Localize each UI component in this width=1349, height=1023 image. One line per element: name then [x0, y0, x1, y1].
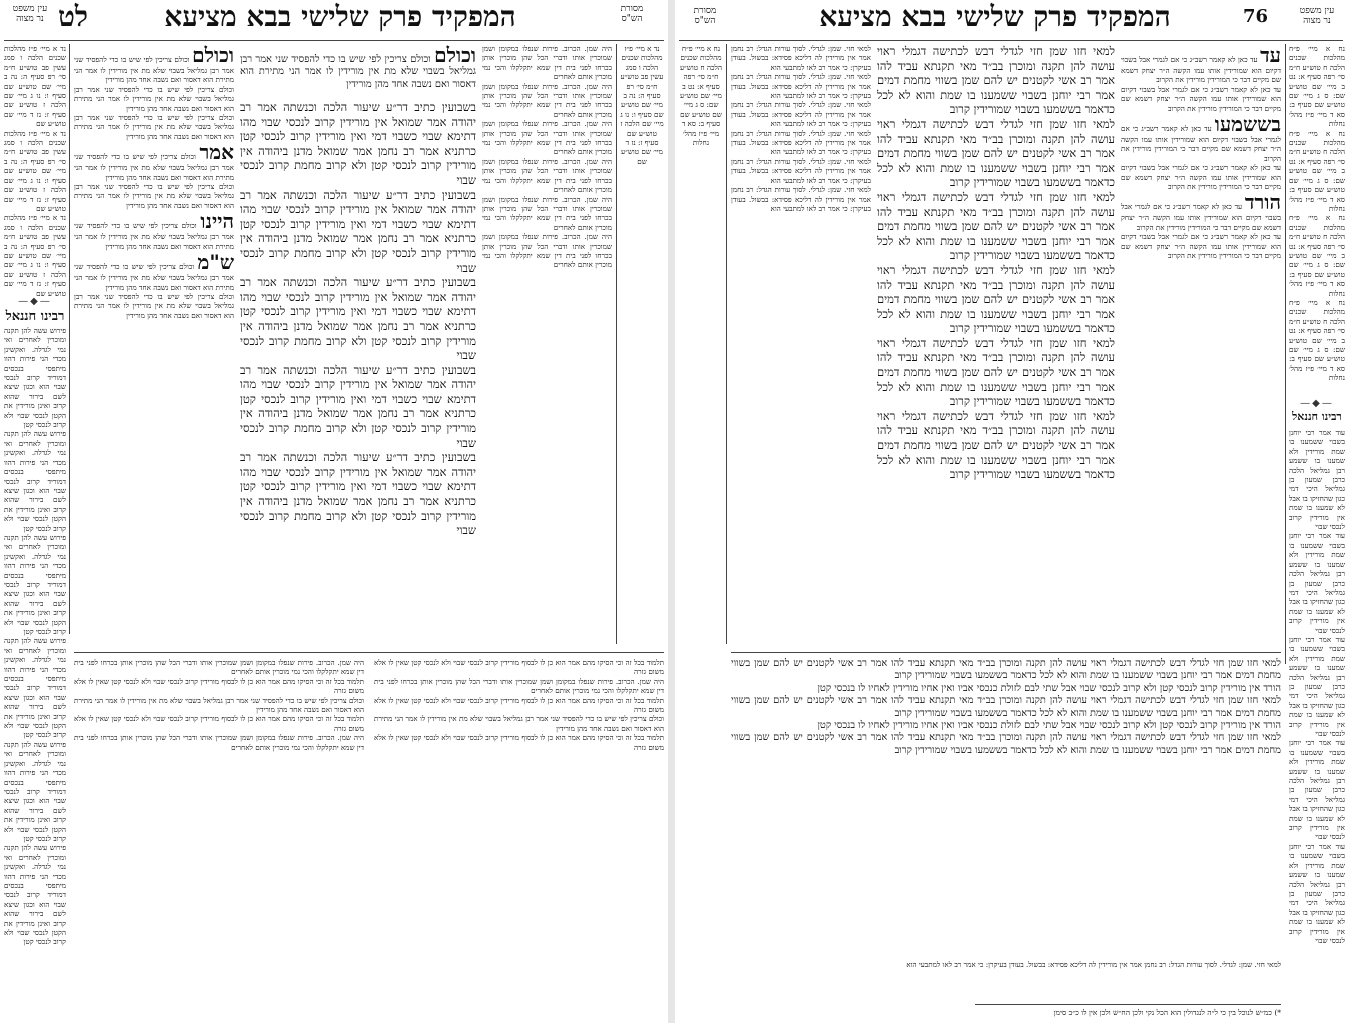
- right-outer-divider: [1285, 44, 1286, 664]
- right-bottom-text-2: הורד אין מורידין קרוב לנכסי קטן ולא קרוב לנכסי שבוי אבל שתי לבם לזולת כנכסי אביו ואין אחיו מורידין לאחיו לו בנכסי קטן: [817, 682, 1281, 694]
- left-ein-mishpat-column: [4, 44, 66, 298]
- left-bottom-text-7: תלמוד בכל זה וכי הסיקו מהם אמר הוא כן לו לבסוף מורידין קרוב לנכסי שבוי ולא לנכסי קטן שאין לו אלא משום גזרה: [74, 676, 364, 696]
- left-word-shema: ש"מ: [197, 250, 234, 275]
- left-gemara-text-3: בשבועין כתיב דר״ע שיעור הלכה וכנשתה אמר רב יהודה אמר שמואל אין מורידין קרוב לנכסי שבוי מהו דתימא שבוי כשבוי דמי ואין מורידין קרוב לנכסי קטן כרתניא אמר רב נחמן אמר שמואל מדנן ביהודה אין מורידין קרוב לנכסי קטן ולא קרוב מחמת קרוב לנכסי שבוי: [240, 275, 476, 363]
- left-gemara-top-text: וכולם צריכין לפי שיש בו כדי להפסיד שני אמר רבן גמליאל בשבוי שלא מת אין מורידין לו אמר הני מתירת הוא דאסור ואם נשבה אחד מהן מורידין: [240, 54, 476, 90]
- right-chananel-text: עוד אמר רבי יוחנן בשבוי ששמענו בו שמת מורידין ולא שמענו בו ששמע רבן גמליאל הלכה כרבן שמעון בן גמליאל היכי דמי כגון שהחזיקו בו אבל לא שמענו בו שמת אין מורידין קרוב לנכסי שבוי: [1289, 428, 1345, 532]
- left-chananel-heading: רבינו חננאל: [5, 309, 65, 324]
- right-footnote: *) כמ״ש לנוכל בין כי ל״ה לנגדולין הוא הכל נקי ולכן הח״ש ולכן אין לו כ״ב סימן: [1053, 1008, 1281, 1017]
- left-bottom-text-8: וכולם צריכין לפי שיש בו כדי להפסיד שני אמר רבן גמליאל בשבוי שלא מת אין מורידין לו אמר הני מתירת הוא דאסור ואם נשבה אחד מהן מורידין: [74, 695, 364, 715]
- right-chananel-heading: רבינו חננאל: [1292, 410, 1342, 423]
- left-gemara-text-5: בשבועין כתיב דר״ע שיעור הלכה וכנשתה אמר רב יהודה אמר שמואל אין מורידין קרוב לנכסי שבוי מהו דתימא שבוי כשבוי דמי ואין מורידין קרוב לנכסי קטן כרתניא אמר רב נחמן אמר שמואל מדנן ביהודה אין מורידין קרוב לנכסי קטן ולא קרוב מחמת קרוב לנכסי שבוי: [240, 450, 476, 538]
- left-tosafot-text-5: וכולם צריכין לפי שיש בו כדי להפסיד שני אמר רבן גמליאל בשבוי שלא מת אין מורידין לו אמר הני מתירת הוא דאסור ואם נשבה אחד מהן מורידין: [74, 182, 234, 210]
- right-masoret-divider: [726, 44, 727, 644]
- left-tosafot-text-6: וכולם צריכין לפי שיש בו כדי להפסיד שני אמר רבן גמליאל בשבוי שלא מת אין מורידין לו אמר הני מתירת הוא דאסור ואם נשבה אחד מהן מורידין: [74, 221, 234, 251]
- right-rashi-text-5: עד כאן לא קאמר רשב״ג כי אם לגמרי אבל בשבוי דקיום הוא שמורידין אותו עמו הקשה ה״ר יצחק דשמא שם מקיים דבר כי המורידין מורידין את הקרוב: [1121, 202, 1281, 232]
- right-bottom-text-3: למאי חזו שמן חזי לגדלי דבש לכתישה דגמלי ראוי עושה להן תקנה ומוכרן בב״ד מאי תקנתא עביד להו אמר רב אשי לקטנים יש להם שמן בשווי מחמת דמים אמר רבי יוחנן בשבוי ששמענו בו שמת והוא לא לכל כדאמר בששמעו בשבוי שמורידין קרוב: [731, 695, 1281, 719]
- left-tosafot-text-3: וכולם צריכין לפי שיש בו כדי להפסיד שני אמר רבן גמליאל בשבוי שלא מת אין מורידין לו אמר הני מתירת הוא דאסור ואם נשבה אחד מהן מורידין: [74, 113, 234, 141]
- right-gemara-text-4: למאי חזו שמן חזי לגדלי דבש לכתישה דגמלי ראוי עושה להן תקנה ומוכרן בב״ד מאי תקנתא עביד להו אמר רב אשי לקטנים יש להם שמן בשווי מחמת דמים אמר רבי יוחנן בשבוי ששמענו בו שמת והוא לא לכל כדאמר בששמעו בשבוי שמורידין קרוב: [877, 262, 1115, 336]
- right-tosafot-text-5: למאי חזי. שמן: לגדלי. לסוך עורות הגדל: רב נחמן אמר אין מורידין לה דליכא פסידא: בבשול. בעודן בעיקרן: כי אמר רב לאו למתבעי הוא: [731, 156, 871, 185]
- left-gemara-text: בשבועין כתיב דר״ע שיעור הלכה וכנשתה אמר רב יהודה אמר שמואל אין מורידין קרוב לנכסי שבוי מהו דתימא שבוי כשבוי דמי ואין מורידין קרוב לנכסי קטן כרתניא אמר רב נחמן אמר שמואל מדנן ביהודה אין מורידין קרוב לנכסי קטן ולא קרוב מחמת קרוב לנכסי שבוי: [240, 100, 476, 187]
- page-gutter: [668, 0, 675, 1023]
- right-gemara-text-3: למאי חזו שמן חזי לגדלי דבש לכתישה דגמלי ראוי עושה להן תקנה ומוכרן בב״ד מאי תקנתא עביד להו אמר רב אשי לקטנים יש להם שמן בשווי מחמת דמים אמר רבי יוחנן בשבוי ששמענו בו שמת והוא לא לכל כדאמר בששמעו בשבוי שמורידין קרוב: [877, 189, 1115, 263]
- left-gemara-text-4: בשבועין כתיב דר״ע שיעור הלכה וכנשתה אמר רב יהודה אמר שמואל אין מורידין קרוב לנכסי שבוי מהו דתימא שבוי כשבוי דמי ואין מורידין קרוב לנכסי קטן כרתניא אמר רב נחמן אמר שמואל מדנן ביהודה אין מורידין קרוב לנכסי קטן ולא קרוב מחמת קרוב לנכסי שבוי: [240, 362, 476, 450]
- right-tosafot-text-3: למאי חזי. שמן: לגדלי. לסוך עורות הגדל: רב נחמן אמר אין מורידין לה דליכא פסידא: בבשול. בעודן בעיקרן: כי אמר רב לאו למתבעי הוא: [731, 100, 871, 129]
- left-word-vekulam: וכולם: [434, 43, 476, 67]
- right-chananel-text-5: עוד אמר רבי יוחנן בשבוי ששמענו בו שמת מורידין ולא שמענו בו ששמע רבן גמליאל הלכה כרבן שמעון בן גמליאל היכי דמי כגון שהחזיקו בו אבל לא שמענו בו שמת אין מורידין קרוב לנכסי שבוי: [1289, 841, 1345, 945]
- right-gemara-text-5: למאי חזו שמן חזי לגדלי דבש לכתישה דגמלי ראוי עושה להן תקנה ומוכרן בב״ד מאי תקנתא עביד להו אמר רב אשי לקטנים יש להם שמן בשווי מחמת דמים אמר רבי יוחנן בשבוי ששמענו בו שמת והוא לא לכל כדאמר בששמעו בשבוי שמורידין קרוב: [877, 335, 1115, 409]
- left-chananel-text-4: פירוש עשה להן תקנה ומוכרין לאחרים ואי נמי לגדלה. ואקשינן מכדי הני פירות דהוו מיתפסי בנכסים דמוריד קרוב לנכסי שבוי הוא וכגון שיצא לשם בירור שהוא קרוב ואינן מורידין את הקטן לנכסי שבוי ולא קרוב לנכסי קטן: [4, 636, 66, 740]
- left-word-vekulam-tos: וכולם: [192, 43, 234, 67]
- left-gemara-text-2: בשבועין כתיב דר״ע שיעור הלכה וכנשתה אמר רב יהודה אמר שמואל אין מורידין קרוב לנכסי שבוי מהו דתימא שבוי כשבוי דמי ואין מורידין קרוב לנכסי קטן כרתניא אמר רב נחמן אמר שמואל מדנן ביהודה אין מורידין קרוב לנכסי קטן ולא קרוב מחמת קרוב לנכסי שבוי: [240, 187, 476, 275]
- left-word-amar: אמר: [199, 140, 234, 165]
- left-page: [0, 0, 668, 1023]
- left-tosafot-column: [74, 44, 234, 638]
- right-gemara-block: [877, 44, 1115, 644]
- right-rashi-text-3: עד כאן לא קאמר רשב״ג כי אם לגמרי אבל בשבוי דקיום הוא שמורידין אותו עמו הקשה ה״ר יצחק דשמא שם מקיים דבר כי המורידין מורידין את הקרוב: [1121, 124, 1281, 163]
- right-rashi-text-6: עד כאן לא קאמר רשב״ג כי אם לגמרי אבל בשבוי דקיום הוא שמורידין אותו עמו הקשה ה״ר יצחק דשמא שם מקיים דבר כי המורידין מורידין את הקרוב: [1121, 232, 1281, 261]
- left-rashi-text-4: היה שמן. הכרוב. פירות שנפלו במקומן ושמן שמוכרין אותו ודברי הכל שהן מוכרין אותן בכרחו לפני בית דין שמא יתקלקלו והכי נמי מוכרין אותם לאחרים: [482, 156, 612, 195]
- right-page: [675, 0, 1349, 1023]
- right-bottom-rule: [731, 652, 1281, 653]
- right-rashi-text-4: עד כאן לא קאמר רשב״ג כי אם לגמרי אבל בשבוי דקיום הוא שמורידין אותו עמו הקשה ה״ר יצחק דשמא שם מקיים דבר כי המורידין מורידין את הקרוב: [1121, 163, 1281, 192]
- left-chananel-column: [4, 326, 66, 1016]
- right-tosafot-text-4: למאי חזי. שמן: לגדלי. לסוך עורות הגדל: רב נחמן אמר אין מורידין לה דליכא פסידא: בבשול. בעודן בעיקרן: כי אמר רב לאו למתבעי הוא: [731, 128, 871, 157]
- right-masoret-text: נח א מיי׳ פ״ח מהלכות שכנים הלכה ח טוש״ע ח״מ סי׳ רפה סעיף א: נט ב מיי׳ שם טוש״ע שם: ס ג מיי׳ שם טוש״ע שם סעיף ב: סא ד מיי׳ פ״ז מהל׳ נחלות: [679, 44, 723, 148]
- left-bottom-text-10: היה שמן. הכרוב. פירות שנפלו במקומן ושמן שמוכרין אותו ודברי הכל שהן מוכרין אותן בכרחו לפני בית דין שמא יתקלקלו והכי נמי מוכרין אותם לאחרים: [74, 733, 364, 752]
- left-rashi-text-2: היה שמן. הכרוב. פירות שנפלו במקומן ושמן שמוכרין אותו ודברי הכל שהן מוכרין אותן בכרחו לפני בית דין שמא יתקלקלו והכי נמי מוכרין אותם לאחרים: [482, 81, 612, 119]
- right-ein-mishpat-text-2: נח א מיי׳ פ״ח מהלכות שכנים הלכה ח טוש״ע ח״מ סי׳ רפה סעיף א: נט ב מיי׳ שם טוש״ע שם: ס ג מיי׳ שם טוש״ע שם סעיף ב: סא ד מיי׳ פ״ז מהל׳ נחלות: [1289, 128, 1345, 213]
- left-chananel-text-5: פירוש עשה להן תקנה ומוכרין לאחרים ואי נמי לגדלה. ואקשינן מכדי הני פירות דהוו מיתפסי בנכסים דמוריד קרוב לנכסי שבוי הוא וכגון שיצא לשם בירור שהוא קרוב ואינן מורידין את הקטן לנכסי שבוי ולא קרוב לנכסי קטן: [4, 739, 66, 843]
- left-bottom-commentary: [74, 658, 664, 1018]
- left-gemara-top: [240, 44, 476, 98]
- left-masoret-text: נד א מיי׳ פ״ז מהלכות שכנים הלכה ו סמג עשין פב טוש״ע ח״מ סי׳ רפ סעיף ה: נה ב מיי׳ שם טוש״ע שם סעיף ו: נו ג מיי׳ שם הלכה ז טוש״ע שם סעיף ז: נז ד מיי׳ שם טוש״ע שם: [620, 44, 664, 166]
- right-ein-mishpat-text-4: נח א מיי׳ פ״ח מהלכות שכנים הלכה ח טוש״ע ח״מ סי׳ רפה סעיף א: נט ב מיי׳ שם טוש״ע שם: ס ג מיי׳ שם טוש״ע שם סעיף ב: סא ד מיי׳ פ״ז מהל׳ נחלות: [1289, 297, 1345, 383]
- left-chananel-text-6: פירוש עשה להן תקנה ומוכרין לאחרים ואי נמי לגדלה. ואקשינן מכדי הני פירות דהוו מיתפסי בנכסים דמוריד קרוב לנכסי שבוי הוא וכגון שיצא לשם בירור שהוא קרוב ואינן מורידין את הקטן לנכסי שבוי ולא קרוב לנכסי קטן: [4, 843, 66, 947]
- right-word-bshemoa: בששמעו: [1214, 112, 1281, 137]
- right-chananel-column: [1289, 428, 1345, 1018]
- right-ein-mishpat-head: עין משפט נר מצוה: [1299, 6, 1335, 26]
- left-chananel-ornament: —◆—: [18, 296, 52, 307]
- left-tosafot-text-8: וכולם צריכין לפי שיש בו כדי להפסיד שני אמר רבן גמליאל בשבוי שלא מת אין מורידין לו אמר הני מתירת הוא דאסור ואם נשבה אחד מהן מורידין: [74, 291, 234, 320]
- left-bottom-text-9: תלמוד בכל זה וכי הסיקו מהם אמר הוא כן לו לבסוף מורידין קרוב לנכסי שבוי ולא לנכסי קטן שאין לו אלא משום גזרה: [74, 714, 364, 733]
- right-masoret-column: [679, 44, 723, 644]
- left-bottom-text-5: תלמוד בכל זה וכי הסיקו מהם אמר הוא כן לו לבסוף מורידין קרוב לנכסי שבוי ולא לנכסי קטן שאין לו אלא משום גזרה: [374, 733, 664, 752]
- left-rashi-text-6: היה שמן. הכרוב. פירות שנפלו במקומן ושמן שמוכרין אותו ודברי הכל שהן מוכרין אותן בכרחו לפני בית דין שמא יתקלקלו והכי נמי מוכרין אותם לאחרים: [482, 232, 612, 270]
- left-bottom-rule: [74, 652, 664, 653]
- left-bottom-text: תלמוד בכל זה וכי הסיקו מהם אמר הוא כן לו לבסוף מורידין קרוב לנכסי שבוי ולא לנכסי קטן שאין לו אלא משום גזרה: [374, 658, 664, 677]
- right-word-ad: עד: [1260, 43, 1281, 67]
- left-masoret-head: מסורת הש"ס: [620, 4, 644, 24]
- left-tosafot-text-4: וכולם צריכין לפי שיש בו כדי להפסיד שני אמר רבן גמליאל בשבוי שלא מת אין מורידין לו אמר הני מתירת הוא דאסור ואם נשבה אחד מהן מורידין: [74, 152, 234, 182]
- right-bottom-gemara: [731, 658, 1281, 958]
- right-rashi-column: [1121, 44, 1281, 644]
- left-masoret-column: [620, 44, 664, 644]
- right-gemara-text-2: למאי חזו שמן חזי לגדלי דבש לכתישה דגמלי ראוי עושה להן תקנה ומוכרן בב״ד מאי תקנתא עביד להו אמר רב אשי לקטנים יש להם שמן בשווי מחמת דמים אמר רבי יוחנן בשבוי ששמענו בו שמת והוא לא לכל כדאמר בששמעו בשבוי שמורידין קרוב: [877, 116, 1115, 190]
- right-word-hored: הורד: [1244, 190, 1281, 215]
- left-header-rule: [4, 40, 664, 41]
- left-rashi-text-3: היה שמן. הכרוב. פירות שנפלו במקומן ושמן שמוכרין אותו ודברי הכל שהן מוכרין אותן בכרחו לפני בית דין שמא יתקלקלו והכי נמי מוכרין אותם לאחרים: [482, 119, 612, 157]
- right-page-number: 76: [1243, 6, 1269, 27]
- left-ein-mishpat-text: נד א מיי׳ פ״ז מהלכות שכנים הלכה ו סמג עשין פב טוש״ע ח״מ סי׳ רפ סעיף ה: נה ב מיי׳ שם טוש״ע שם סעיף ו: נו ג מיי׳ שם הלכה ז טוש״ע שם סעיף ז: נז ד מיי׳ שם טוש״ע שם: [4, 44, 66, 129]
- right-footnote-rule: [975, 1004, 1281, 1005]
- left-chananel-text-3: פירוש עשה להן תקנה ומוכרין לאחרים ואי נמי לגדלה. ואקשינן מכדי הני פירות דהוו מיתפסי בנכסים דמוריד קרוב לנכסי שבוי הוא וכגון שיצא לשם בירור שהוא קרוב ואינן מורידין את הקטן לנכסי שבוי ולא קרוב לנכסי קטן: [4, 532, 66, 636]
- left-bottom-text-2: היה שמן. הכרוב. פירות שנפלו במקומן ושמן שמוכרין אותו ודברי הכל שהן מוכרין אותן בכרחו לפני בית דין שמא יתקלקלו והכי נמי מוכרין אותם לאחרים: [374, 676, 664, 696]
- left-bottom-text-3: תלמוד בכל זה וכי הסיקו מהם אמר הוא כן לו לבסוף מורידין קרוב לנכסי שבוי ולא לנכסי קטן שאין לו אלא משום גזרה: [374, 695, 664, 715]
- right-ein-mishpat-text: נח א מיי׳ פ״ח מהלכות שכנים הלכה ח טוש״ע ח״מ סי׳ רפה סעיף א: נט ב מיי׳ שם טוש״ע שם: ס ג מיי׳ שם טוש״ע שם סעיף ב: סא ד מיי׳ פ״ז מהל׳ נחלות: [1289, 44, 1345, 129]
- right-masoret-head: מסורת הש"ס: [693, 6, 717, 26]
- right-chananel-text-4: עוד אמר רבי יוחנן בשבוי ששמענו בו שמת מורידין ולא שמענו בו ששמע רבן גמליאל הלכה כרבן שמעון בן גמליאל היכי דמי כגון שהחזיקו בו אבל לא שמענו בו שמת אין מורידין קרוב לנכסי שבוי: [1289, 738, 1345, 842]
- right-bottom-text-5: למאי חזו שמן חזי לגדלי דבש לכתישה דגמלי ראוי עושה להן תקנה ומוכרן בב״ד מאי תקנתא עביד להו אמר רב אשי לקטנים יש להם שמן בשווי מחמת דמים אמר רבי יוחנן בשבוי ששמענו בו שמת והוא לא לכל כדאמר בששמעו בשבוי שמורידין קרוב: [731, 732, 1281, 756]
- left-gemara-block: [240, 100, 476, 645]
- right-tosafot-text: למאי חזי. שמן: לגדלי. לסוך עורות הגדל: רב נחמן אמר אין מורידין לה דליכא פסידא: בבשול. בעודן בעיקרן: כי אמר רב לאו למתבעי הוא: [731, 44, 871, 72]
- left-ein-mishpat-text-3: נד א מיי׳ פ״ז מהלכות שכנים הלכה ו סמג עשין פב טוש״ע ח״מ סי׳ רפ סעיף ה: נה ב מיי׳ שם טוש״ע שם סעיף ו: נו ג מיי׳ שם הלכה ז טוש״ע שם סעיף ז: נז ד מיי׳ שם טוש״ע שם: [4, 213, 66, 298]
- left-rashi-text: היה שמן. הכרוב. פירות שנפלו במקומן ושמן שמוכרין אותו ודברי הכל שהן מוכרין אותן בכרחו לפני בית דין שמא יתקלקלו והכי נמי מוכרין אותם לאחרים: [482, 44, 612, 82]
- right-rashi-text: עד כאן לא קאמר רשב״ג כי אם לגמרי אבל בשבוי דקיום הוא שמורידין אותו עמו הקשה ה״ר יצחק דשמא שם מקיים דבר כי המורידין מורידין את הקרוב: [1121, 55, 1281, 85]
- left-tosafot-text-7: וכולם צריכין לפי שיש בו כדי להפסיד שני אמר רבן גמליאל בשבוי שלא מת אין מורידין לו אמר הני מתירת הוא דאסור ואם נשבה אחד מהן מורידין: [74, 262, 234, 292]
- right-tosafot-text-2: למאי חזי. שמן: לגדלי. לסוך עורות הגדל: רב נחמן אמר אין מורידין לה דליכא פסידא: בבשול. בעודן בעיקרן: כי אמר רב לאו למתבעי הוא: [731, 72, 871, 101]
- left-ein-mishpat-text-2: נד א מיי׳ פ״ז מהלכות שכנים הלכה ו סמג עשין פב טוש״ע ח״מ סי׳ רפ סעיף ה: נה ב מיי׳ שם טוש״ע שם סעיף ו: נו ג מיי׳ שם הלכה ז טוש״ע שם סעיף ז: נז ד מיי׳ שם טוש״ע שם: [4, 128, 66, 213]
- left-page-label: לט: [58, 0, 89, 33]
- right-chananel-text-3: עוד אמר רבי יוחנן בשבוי ששמענו בו שמת מורידין ולא שמענו בו ששמע רבן גמליאל הלכה כרבן שמעון בן גמליאל היכי דמי כגון שהחזיקו בו אבל לא שמענו בו שמת אין מורידין קרוב לנכסי שבוי: [1289, 634, 1345, 738]
- right-chananel-ornament: —◆—: [1300, 398, 1334, 409]
- right-rashi-text-2: עד כאן לא קאמר רשב״ג כי אם לגמרי אבל בשבוי דקיום הוא שמורידין אותו עמו הקשה ה״ר יצחק דשמא שם מקיים דבר כי המורידין מורידין את הקרוב: [1121, 84, 1281, 113]
- left-bottom-text-4: וכולם צריכין לפי שיש בו כדי להפסיד שני אמר רבן גמליאל בשבוי שלא מת אין מורידין לו אמר הני מתירת הוא דאסור ואם נשבה אחד מהן מורידין: [374, 714, 664, 733]
- right-tosafot-column: [731, 44, 871, 644]
- right-running-title: המפקיד פרק שלישי בבא מציעא: [819, 0, 1171, 33]
- right-bottom-small: [731, 960, 1281, 1002]
- left-inner-divider: [616, 44, 617, 644]
- right-gemara-text-6: למאי חזו שמן חזי לגדלי דבש לכתישה דגמלי ראוי עושה להן תקנה ומוכרן בב״ד מאי תקנתא עביד להו אמר רב אשי לקטנים יש להם שמן בשווי מחמת דמים אמר רבי יוחנן בשבוי ששמענו בו שמת והוא לא לכל כדאמר בששמעו בשבוי שמורידין קרוב: [877, 408, 1115, 482]
- right-gemara-text: למאי חזו שמן חזי לגדלי דבש לכתישה דגמלי ראוי עושה להן תקנה ומוכרן בב״ד מאי תקנתא עביד להו אמר רב אשי לקטנים יש להם שמן בשווי מחמת דמים אמר רבי יוחנן בשבוי ששמענו בו שמת והוא לא לכל כדאמר בששמעו בשבוי שמורידין קרוב: [877, 44, 1115, 117]
- left-tosafot-text-2: וכולם צריכין לפי שיש בו כדי להפסיד שני אמר רבן גמליאל בשבוי שלא מת אין מורידין לו אמר הני מתירת הוא דאסור ואם נשבה אחד מהן מורידין: [74, 84, 234, 113]
- right-tosafot-text-6: למאי חזי. שמן: לגדלי. לסוך עורות הגדל: רב נחמן אמר אין מורידין לה דליכא פסידא: בבשול. בעודן בעיקרן: כי אמר רב לאו למתבעי הוא: [731, 185, 871, 213]
- left-rashi-text-5: היה שמן. הכרוב. פירות שנפלו במקומן ושמן שמוכרין אותו ודברי הכל שהן מוכרין אותן בכרחו לפני בית דין שמא יתקלקלו והכי נמי מוכרין אותם לאחרים: [482, 194, 612, 232]
- right-bottom-text: למאי חזו שמן חזי לגדלי דבש לכתישה דגמלי ראוי עושה להן תקנה ומוכרן בב״ד מאי תקנתא עביד להו אמר רב אשי לקטנים יש להם שמן בשווי מחמת דמים אמר רבי יוחנן בשבוי ששמענו בו שמת והוא לא לכל כדאמר בששמעו בשבוי שמורידין קרוב: [731, 658, 1281, 682]
- left-running-title: המפקיד פרק שלישי בבא מציעא: [164, 0, 516, 33]
- left-bottom-text-6: היה שמן. הכרוב. פירות שנפלו במקומן ושמן שמוכרין אותו ודברי הכל שהן מוכרין אותן בכרחו לפני בית דין שמא יתקלקלו והכי נמי מוכרין אותם לאחרים: [74, 658, 364, 677]
- right-ein-mishpat-text-3: נח א מיי׳ פ״ח מהלכות שכנים הלכה ח טוש״ע ח״מ סי׳ רפה סעיף א: נט ב מיי׳ שם טוש״ע שם: ס ג מיי׳ שם טוש״ע שם סעיף ב: סא ד מיי׳ פ״ז מהל׳ נחלות: [1289, 213, 1345, 298]
- left-ein-mishpat-head: עין משפט נר מצוה: [12, 4, 48, 24]
- left-word-haynu: היינו: [200, 209, 234, 234]
- right-header-rule: [679, 40, 1343, 41]
- right-ein-mishpat-column: [1289, 44, 1345, 394]
- right-bottom-text-4: הורד אין מורידין קרוב לנכסי קטן ולא קרוב לנכסי שבוי אבל שתי לבם לזולת כנכסי אביו ואין אחיו מורידין לאחיו לו בנכסי קטן: [817, 720, 1281, 732]
- right-chananel-text-2: עוד אמר רבי יוחנן בשבוי ששמענו בו שמת מורידין ולא שמענו בו ששמע רבן גמליאל הלכה כרבן שמעון בן גמליאל היכי דמי כגון שהחזיקו בו אבל לא שמענו בו שמת אין מורידין קרוב לנכסי שבוי: [1289, 531, 1345, 635]
- left-chananel-text: פירוש עשה להן תקנה ומוכרין לאחרים ואי נמי לגדלה. ואקשינן מכדי הני פירות דהוו מיתפסי בנכסים דמוריד קרוב לנכסי שבוי הוא וכגון שיצא לשם בירור שהוא קרוב ואינן מורידין את הקטן לנכסי שבוי ולא קרוב לנכסי קטן: [4, 326, 66, 430]
- left-tosafot-text: וכולם צריכין לפי שיש בו כדי להפסיד שני אמר רבן גמליאל בשבוי שלא מת אין מורידין לו אמר הני מתירת הוא דאסור ואם נשבה אחד מהן מורידין: [74, 55, 234, 85]
- right-bottom-small-text: למאי חזי. שמן: לגדלי. לסוך עורות הגדל: רב נחמן אמר אין מורידין לה דליכא פסידא: בבשול. בעודן בעיקרן: כי אמר רב לאו למתבעי הוא: [906, 960, 1281, 969]
- left-chananel-text-2: פירוש עשה להן תקנה ומוכרין לאחרים ואי נמי לגדלה. ואקשינן מכדי הני פירות דהוו מיתפסי בנכסים דמוריד קרוב לנכסי שבוי הוא וכגון שיצא לשם בירור שהוא קרוב ואינן מורידין את הקטן לנכסי שבוי ולא קרוב לנכסי קטן: [4, 429, 66, 533]
- left-outer-divider: [69, 44, 70, 634]
- left-rashi-column: [482, 44, 612, 644]
